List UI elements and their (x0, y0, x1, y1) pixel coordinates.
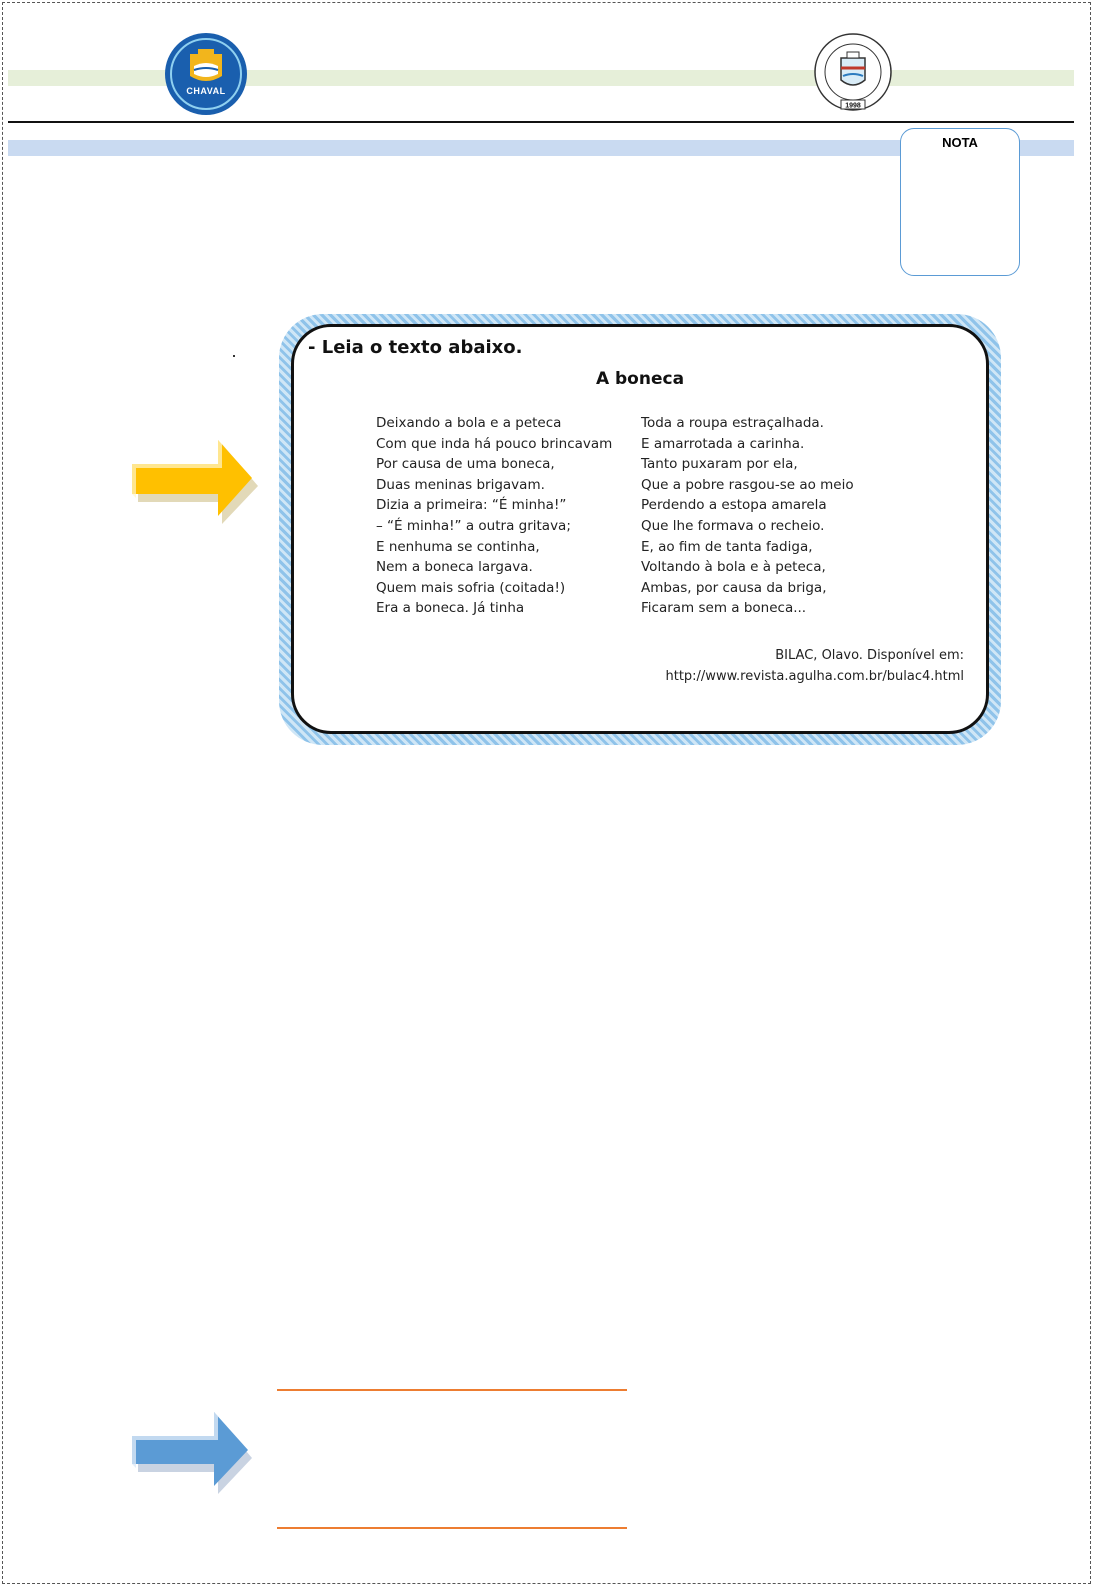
chaval-municipality-seal-icon (164, 32, 248, 116)
poem-verse: E, ao fim de tanta fadiga, (641, 538, 813, 555)
poem-title: A boneca (595, 369, 685, 389)
grade-box[interactable] (900, 128, 1020, 276)
poem-verse: Quem mais sofria (coitada!) (376, 579, 566, 596)
poem-stanza-right (641, 413, 854, 619)
answer-line-bottom (277, 1527, 627, 1529)
school-seal-icon (807, 30, 899, 116)
poem-verse: Deixando a bola e a peteca (376, 415, 562, 431)
poem-verse: Duas meninas brigavam. (376, 476, 545, 493)
poem-verse: Dizia a primeira: “É minha!” (376, 497, 567, 514)
reading-instruction: - Leia o texto abaixo. (308, 337, 523, 358)
poem-verse: Toda a roupa estraçalhada. (641, 415, 824, 431)
svg-text:1998: 1998 (845, 102, 861, 110)
answer-line-top (277, 1389, 627, 1391)
poem-verse: – “É minha!” a outra gritava; (376, 517, 571, 534)
poem-stanza-left (376, 413, 612, 619)
poem-verse: Era a boneca. Já tinha (376, 600, 525, 617)
poem-verse: Com que inda há pouco brincavam (376, 435, 613, 452)
source-url[interactable]: http://www.revista.agulha.com.br/bulac4.html (665, 669, 964, 684)
blue-arrow-right-icon (130, 1410, 254, 1494)
poem-verse: Que lhe formava o recheio. (641, 517, 825, 534)
grade-label: NOTA (942, 135, 978, 150)
poem-source (665, 645, 964, 687)
yellow-arrow-right-icon (130, 436, 260, 524)
poem-verse: Voltando à bola e à peteca, (641, 559, 826, 576)
header-rule (8, 121, 1074, 123)
source-author: BILAC, Olavo. Disponível em: (775, 648, 964, 663)
poem-verse: E amarrotada a carinha. (641, 435, 805, 452)
poem-verse: Nem a boneca largava. (376, 559, 533, 576)
ink-speck (233, 355, 235, 357)
poem-verse: Que a pobre rasgou-se ao meio (641, 476, 854, 493)
poem-verse: Perdendo a estopa amarela (641, 497, 827, 514)
poem-verse: Tanto puxaram por ela, (641, 456, 798, 473)
poem-verse: Por causa de uma boneca, (376, 456, 555, 473)
poem-verse: E nenhuma se continha, (376, 538, 540, 555)
poem-verse: Ficaram sem a boneca... (641, 600, 807, 617)
chaval-logo-text: CHAVAL (186, 86, 226, 96)
poem-verse: Ambas, por causa da briga, (641, 579, 827, 596)
reading-card (291, 324, 989, 734)
